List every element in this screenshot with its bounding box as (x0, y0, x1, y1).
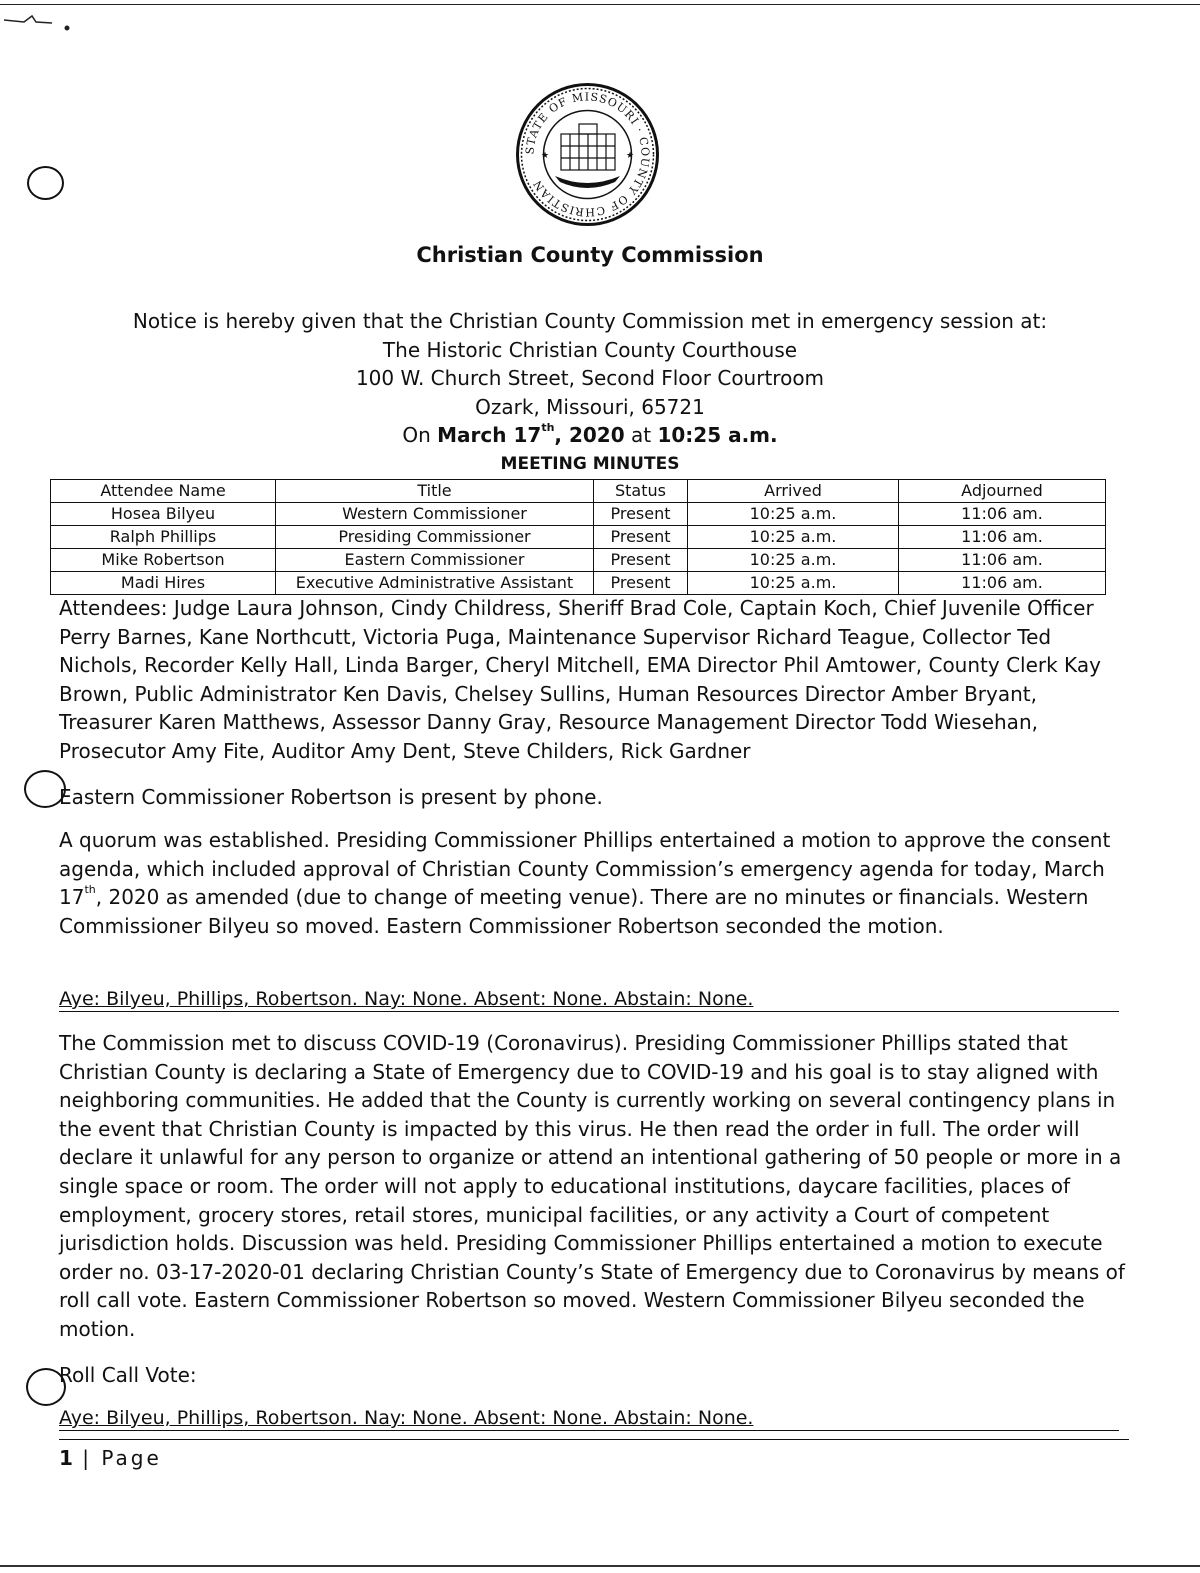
attendance-table (50, 479, 1106, 595)
table-cell: 11:06 am. (899, 526, 1106, 549)
page-number: 1 (59, 1446, 73, 1470)
table-cell: Present (594, 526, 688, 549)
page-label: | Page (72, 1446, 162, 1470)
column-header: Arrived (688, 480, 899, 503)
table-cell: Executive Administrative Assistant (276, 572, 594, 595)
phone-note: Eastern Commissioner Robertson is present by phone. (59, 785, 603, 809)
attendees-paragraph: Attendees: Judge Laura Johnson, Cindy Childress, Sheriff Brad Cole, Captain Koch, Chief Juvenile Officer Perry Barnes, Kane Northcutt, Victoria Puga, Maintenance Supervisor Richard Teague, Collector Ted Nichols, Recorder Kelly Hall, Linda Barger, Cheryl Mitchell, EMA Director Phil Amtower, County Clerk Kay Brown, Public Administrator Ken Davis, Chelsey Sullins, Human Resources Director Amber Bryant, Treasurer Karen Matthews, Assessor Danny Gray, Resource Management Director Todd Wiesehan, Prosecutor Amy Fite, Auditor Amy Dent, Steve Childers, Rick Gardner (59, 596, 1101, 763)
top-scan-edge (0, 4, 1200, 5)
table-cell: Madi Hires (51, 572, 276, 595)
column-header: Attendee Name (51, 480, 276, 503)
meeting-date-line: On March 17th, 2020 at 10:25 a.m. (402, 421, 778, 447)
seal-text: STATE OF MISSOURI · COUNTY OF CHRISTIAN (523, 90, 652, 219)
notice-line: Notice is hereby given that the Christian County Commission met in emergency session at: (132, 309, 1048, 333)
table-cell: Ralph Phillips (51, 526, 276, 549)
roll-call-label: Roll Call Vote: (59, 1363, 197, 1387)
table-cell: Eastern Commissioner (276, 549, 594, 572)
table-row (51, 549, 1106, 572)
roll-call-vote-line: Aye: Bilyeu, Phillips, Robertson. Nay: None. Absent: None. Abstain: None. (59, 1406, 1119, 1431)
table-cell: 11:06 am. (899, 549, 1106, 572)
notice-line: 100 W. Church Street, Second Floor Courtroom (355, 366, 825, 390)
punch-hole-mark (27, 166, 64, 200)
meeting-notice (0, 307, 1180, 450)
vote-result-line: Aye: Bilyeu, Phillips, Robertson. Nay: None. Absent: None. Abstain: None. (59, 987, 1119, 1012)
bottom-scan-edge (0, 1565, 1200, 1567)
table-cell: Western Commissioner (276, 503, 594, 526)
column-header: Status (594, 480, 688, 503)
notice-line: Ozark, Missouri, 65721 (475, 394, 705, 419)
svg-text:★: ★ (541, 151, 550, 161)
page-footer (59, 1446, 162, 1470)
table-cell: Present (594, 572, 688, 595)
table-row (51, 526, 1106, 549)
consent-agenda-paragraph: A quorum was established. Presiding Commissioner Phillips entertained a motion to approve the consent agenda, which included approval of Christian County Commission’s emergency agenda for today, March 17th, 2020 as amended (due to change of meeting venue). There are no minutes or financials. Western Commissioner Bilyeu so moved. Eastern Commissioner Robertson seconded the motion. (59, 828, 1111, 938)
svg-text:★: ★ (626, 151, 635, 161)
table-cell: 10:25 a.m. (688, 503, 899, 526)
table-cell: 10:25 a.m. (688, 549, 899, 572)
meeting-date: March 17th, 2020 (437, 421, 625, 447)
minutes-title: MEETING MINUTES (500, 454, 680, 474)
table-cell: 10:25 a.m. (688, 526, 899, 549)
table-cell: Presiding Commissioner (276, 526, 594, 549)
table-cell: Present (594, 549, 688, 572)
column-header: Adjourned (899, 480, 1106, 503)
meeting-time: 10:25 a.m. (657, 423, 778, 447)
covid-discussion-paragraph: The Commission met to discuss COVID-19 (Coronavirus). Presiding Commissioner Phillips stated that Christian County is declaring a State of Emergency due to COVID-19 and his goal is to stay aligned with neighboring communities. He added that the County is currently working on several contingency plans in the event that Christian County is impacted by this virus. He then read the order in full. The order will declare it unlawful for any person to organize or attend an intentional gathering of 50 people or more in a single space or room. The order will not apply to educational institutions, daycare facilities, places of employment, grocery stores, retail stores, municipal facilities, or any activity a Court of competent jurisdiction holds. Discussion was held. Presiding Commissioner Phillips entertained a motion to execute order no. 03-17-2020-01 declaring Christian County’s State of Emergency due to Coronavirus by means of roll call vote. Eastern Commissioner Robertson so moved. Western Commissioner Bilyeu seconded the motion. (59, 1031, 1125, 1341)
table-cell: 11:06 am. (899, 503, 1106, 526)
scan-mark (0, 6, 90, 36)
table-header-row (51, 480, 1106, 503)
table-cell: Hosea Bilyeu (51, 503, 276, 526)
table-cell: Present (594, 503, 688, 526)
table-row (51, 572, 1106, 595)
table-row (51, 503, 1106, 526)
page-title: Christian County Commission (416, 243, 764, 267)
column-header: Title (276, 480, 594, 503)
table-cell: 11:06 am. (899, 572, 1106, 595)
notice-line: The Historic Christian County Courthouse (382, 337, 798, 362)
footer-divider (59, 1439, 1129, 1440)
table-cell: Mike Robertson (51, 549, 276, 572)
table-cell: 10:25 a.m. (688, 572, 899, 595)
county-seal-logo (515, 82, 660, 227)
